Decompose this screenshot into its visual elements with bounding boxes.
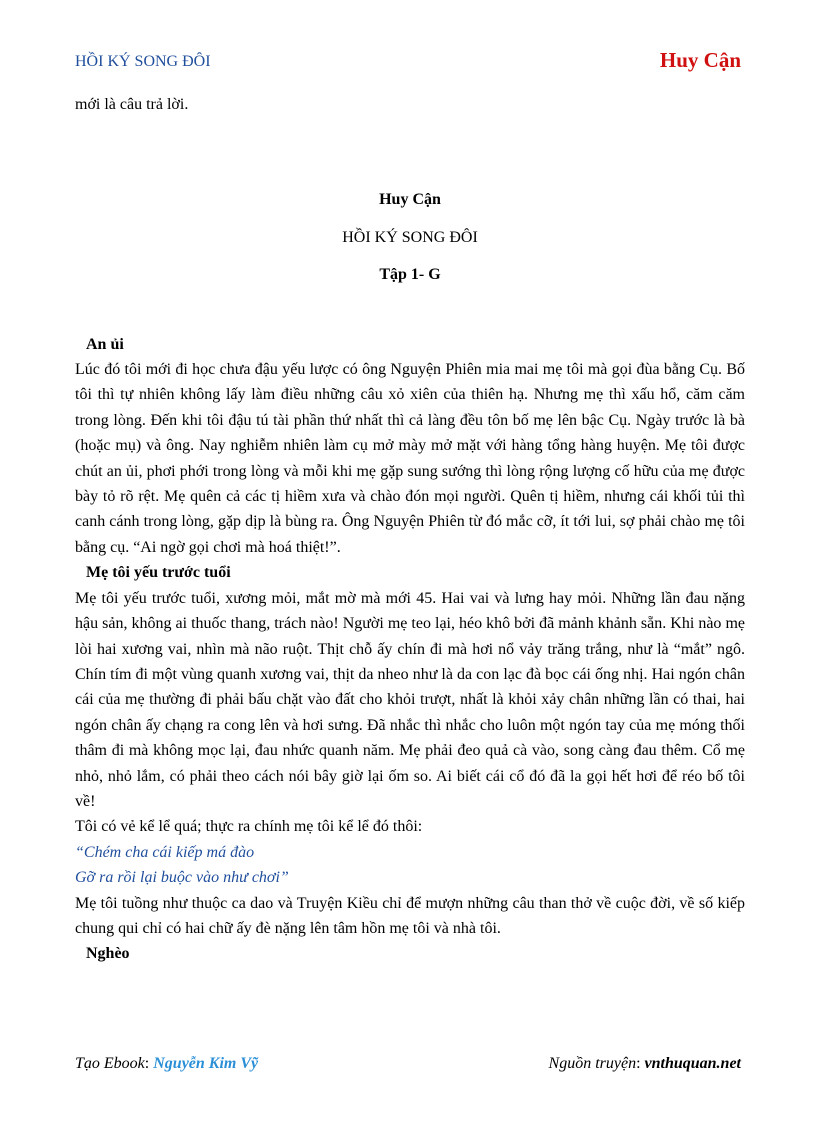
page-body bbox=[75, 92, 745, 967]
footer-source-credit bbox=[549, 1055, 741, 1073]
footer-source-colon: : bbox=[636, 1055, 645, 1072]
footer-ebook-credit bbox=[75, 1055, 258, 1073]
paragraph-ca-dao: Mẹ tôi tuồng như thuộc ca dao và Truyện Kiều chỉ để mượn những câu than thở về cuộc đời, về số kiếp chung qui chỉ có hai chữ ấy đè nặng lên tâm hồn mẹ tôi và nhà tôi. bbox=[75, 894, 745, 937]
footer-source-label: Nguồn truyện bbox=[548, 1055, 637, 1072]
verse-line-2: Gỡ ra rồi lại buộc vào như chơi” bbox=[75, 869, 289, 887]
verse-line-1: “Chém cha cái kiếp má đào bbox=[75, 843, 255, 861]
footer-source-site: vnthuquan.net bbox=[644, 1055, 741, 1072]
section-heading-me-toi-yeu: Mẹ tôi yếu trước tuổi bbox=[86, 564, 231, 582]
title-book: HỒI KÝ SONG ĐÔI bbox=[342, 228, 478, 246]
footer-ebook-label: Tạo Ebook bbox=[75, 1055, 145, 1072]
running-header-title: HỒI KÝ SONG ĐÔI bbox=[75, 53, 211, 70]
paragraph-an-ui: Lúc đó tôi mới đi học chưa đậu yếu lược có ông Nguyện Phiên mia mai mẹ tôi mà gọi đùa bằng Cụ. Bố tôi thì tự nhiên không lấy làm điều những câu xỏ xiên của thiên hạ. Nhưng mẹ thì xấu hổ, căm căm trong lòng. Đến khi tôi đậu tú tài phần thứ nhất thì cả làng đều tôn bố mẹ lên bậc Cụ. Ngày trước là bà (hoặc mụ) và ông. Nay nghiễm nhiên làm cụ mở mày mở mặt với hàng tổng hàng huyện. Mẹ tôi được chút an ủi, phơi phới trong lòng và mỗi khi mẹ gặp sung sướng thì lòng rộng lượng cố hữu của mẹ được bày tỏ rõ rệt. Mẹ quên cả các tị hiềm xưa và chào đón mọi người. Quên tị hiềm, nhưng cái khối tủi thì canh cánh trong lòng, gặp dịp là bùng ra. Ông Nguyện Phiên từ đó mắc cỡ, ít tới lui, sợ phải chào mẹ tôi bằng cụ. “Ai ngờ gọi chơi mà hoá thiệt!”. bbox=[75, 361, 745, 556]
title-volume: Tập 1- G bbox=[379, 266, 441, 284]
section-heading-ngheo: Nghèo bbox=[86, 945, 130, 963]
continuation-text: mới là câu trả lời. bbox=[75, 96, 189, 113]
paragraph-me-toi-yeu: Mẹ tôi yếu trước tuổi, xương mỏi, mắt mờ mà mới 45. Hai vai và lưng hay mỏi. Những lần đau nặng hậu sản, không ai thuốc thang, trách nào! Người mẹ teo lại, héo khô bởi đã mảnh khảnh sẵn. Khi nào mẹ lòi hai xương vai, nhìn mà não ruột. Thịt chỗ ấy chín đi mà hơi nổ vảy trăng trắng, như là “mắt” ngô. Chín tím đi một vùng quanh xương vai, thịt da nheo như là da con lạc đà bọc cái ống nhị. Hai ngón chân cái của mẹ thường đi phải bấu chặt vào đất cho khỏi trượt, nhất là khỏi xảy chân những lần có thai, hai ngón chân ấy chạng ra cong lên và hơi sưng. Đã nhắc thì nhắc cho luôn một ngón tay của mẹ móng thối thâm đi mà không mọc lại, đau nhức quanh năm. Mẹ phải đeo quả cà vào, song càng đau thêm. Cổ mẹ nhỏ, nhỏ lắm, có phải theo cách nói bây giờ lại ốm so. Ai biết cái cổ đó đã la gọi hết hơi để réo bố tôi về! bbox=[75, 589, 745, 810]
paragraph-ke-le: Tôi có vẻ kể lể quá; thực ra chính mẹ tôi kể lể đó thôi: bbox=[75, 818, 423, 836]
running-header-author: Huy Cận bbox=[659, 48, 741, 72]
section-heading-an-ui: An ủi bbox=[86, 335, 124, 353]
footer-ebook-colon: : bbox=[144, 1055, 154, 1072]
title-author: Huy Cận bbox=[379, 191, 441, 209]
footer-ebook-name: Nguyễn Kim Vỹ bbox=[153, 1055, 259, 1072]
